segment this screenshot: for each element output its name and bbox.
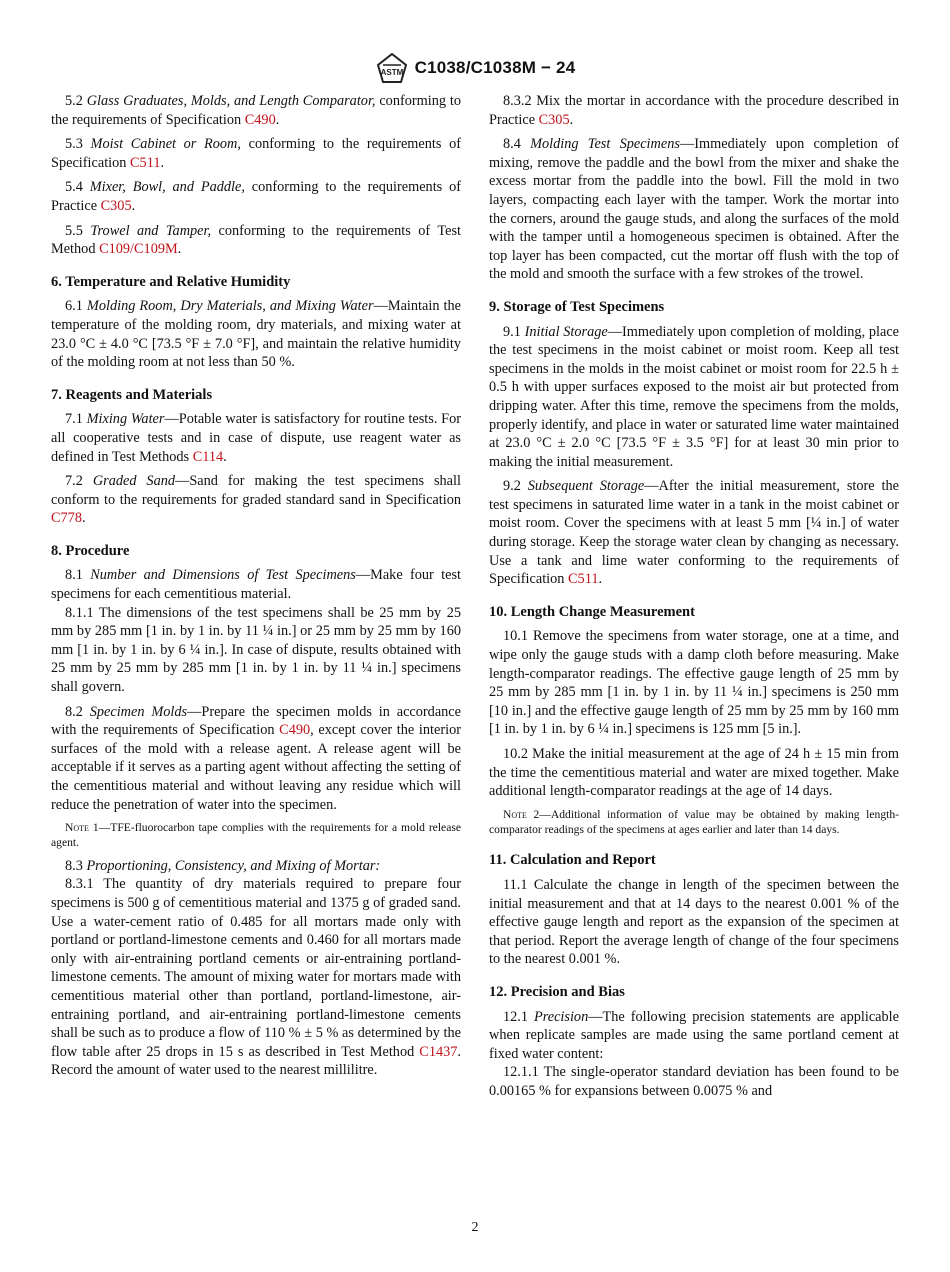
section-8-1: 8.1 Number and Dimensions of Test Specimens—Make four test specimens for each cementitious material.: [51, 567, 461, 603]
section-9-1: 9.1 Initial Storage—Immediately upon completion of molding, place the test specimens in the moist cabinet or moist room. Keep all test specimens in the molds in the moist cabinet or moist room for 22.5 h ± 0.5 h with upper surfaces exposed to the moist air but protected from dripping water. After this time, remove the specimens from the molds, properly identify, and place in water or saturated lime water maintained at 23.0 °C ± 2.0 °C [73.5 °F ± 3.5 °F] for at least 30 min prior to making the initial measurement.: [489, 323, 900, 470]
section-12-1-1: 12.1.1 The single-operator standard deviation has been found to be 0.00165 % for expansions between 0.0075 % and: [489, 1064, 899, 1099]
heading-section-6: 6. Temperature and Relative Humidity: [51, 273, 291, 290]
ref-link-c109[interactable]: C109/C109M: [99, 241, 178, 258]
note-2: Note 2—Additional information of value may be obtained by making length-comparator readings of the specimens at ages earlier and later than 14 days.: [489, 807, 899, 837]
section-5-4: 5.4 Mixer, Bowl, and Paddle, conforming to the requirements of Practice C305.: [51, 179, 462, 214]
heading-section-12: 12. Precision and Bias: [489, 983, 625, 1000]
logo-text: ASTM: [380, 68, 403, 77]
note-1: Note 1—TFE-fluorocarbon tape complies with the requirements for a mold release agent.: [51, 821, 461, 850]
section-5-3: 5.3 Moist Cabinet or Room, conforming to the requirements of Specification C511.: [51, 136, 462, 171]
section-5-5: 5.5 Trowel and Tamper, conforming to the requirements of Test Method C109/C109M.: [51, 222, 461, 258]
section-8-3: 8.3 Proportioning, Consistency, and Mixing of Mortar:: [65, 857, 381, 874]
heading-section-10: 10. Length Change Measurement: [489, 603, 695, 620]
heading-section-7: 7. Reagents and Materials: [51, 386, 213, 403]
ref-link-c114[interactable]: C114: [192, 448, 224, 465]
page-header: [0, 51, 950, 85]
section-8-3-2: 8.3.2 Mix the mortar in accordance with the procedure described in Practice C305.: [489, 93, 899, 128]
ref-link-c305[interactable]: C305: [100, 197, 132, 214]
ref-link-c511[interactable]: C511: [130, 154, 161, 171]
ref-link-c511-b[interactable]: C511: [568, 571, 599, 588]
heading-section-11: 11. Calculation and Report: [489, 852, 656, 869]
heading-section-8: 8. Procedure: [51, 542, 130, 559]
section-8-2: 8.2 Specimen Molds—Prepare the specimen molds in accordance with the requirements of Specification C490, except cover the interior surfaces of the mold with a release agent. A release agent will be acceptable if it serves as a parting agent without affecting the setting of the cementitious material and without leaving any residue which will reduce the penetration of water into the specimen.: [51, 703, 461, 813]
ref-link-c490[interactable]: C490: [244, 111, 276, 128]
section-10-2: 10.2 Make the initial measurement at the age of 24 h ± 15 min from the time the cementitious material and water are mixed together. Make additional length-comparator readings at the age of 14 days.: [489, 746, 899, 800]
ref-link-c490-b[interactable]: C490: [279, 722, 311, 739]
document-designation: C1038/C1038M − 24: [414, 58, 576, 77]
section-7-2: 7.2 Graded Sand—Sand for making the test specimens shall conform to the requirements for graded standard sand in Specification C778.: [51, 473, 461, 527]
page-number: 2: [471, 1220, 479, 1235]
section-5-2: 5.2 Glass Graduates, Molds, and Length Comparator, conforming to the requirements of Specification C490.: [51, 93, 461, 128]
section-6-1: 6.1 Molding Room, Dry Materials, and Mixing Water—Maintain the temperature of the molding room, dry materials, and mixing water at 23.0 °C ± 4.0 °C [73.5 °F ± 7.0 °F], and maintain the relative humidity of the molding room at not less than 50 %.: [51, 298, 461, 371]
right-column: [489, 92, 899, 1107]
section-11-1: 11.1 Calculate the change in length of the specimen between the initial measurement and that at 14 days to the nearest 0.001 % of the effective gauge length and report as the expansion of the specimen at that period. Report the average length of change of the four specimens to the nearest 0.001 %.: [489, 876, 899, 968]
section-10-1: 10.1 Remove the specimens from water storage, one at a time, and wipe only the gauge studs with a damp cloth before measuring. Make length-comparator readings. The effective gauge length of 25 mm by 25 mm by 285 mm [1 in. by 1 in. by 11 ¼ in.] specimens is 250 mm [10 in.] and the effective gauge length of 25 mm by 25 mm by 160 mm [1 in. by 1 in. by 6 ¼ in.] specimens is 125 mm [5 in.].: [489, 628, 899, 738]
ref-link-c778[interactable]: C778: [51, 510, 82, 527]
section-9-2: 9.2 Subsequent Storage—After the initial measurement, store the test specimens in saturated lime water in a tank in the moist cabinet or moist room. Cover the specimens with at least 5 mm [¼ in.] of water during storage. Keep the storage water clean by changing as necessary. Use a tank and lime water conforming to the requirements of Specification C511.: [489, 478, 900, 588]
astm-logo-icon: [375, 53, 409, 83]
ref-link-c305-b[interactable]: C305: [538, 111, 570, 128]
heading-section-9: 9. Storage of Test Specimens: [489, 298, 665, 315]
section-7-1: 7.1 Mixing Water—Potable water is satisfactory for routine tests. For all cooperative tests and in case of dispute, use reagent water as defined in Test Methods C114.: [51, 411, 461, 465]
left-column: [51, 92, 461, 1086]
ref-link-c1437[interactable]: C1437: [419, 1043, 458, 1060]
section-8-1-1: 8.1.1 The dimensions of the test specimens shall be 25 mm by 25 mm by 285 mm [1 in. by 1 in. by 11 ¼ in.] or 25 mm by 25 mm by 160 mm [1 in. by 1 in. by 6 ¼ in.]. In case of dispute, results obtained with 25 mm by 25 mm by 285 mm [1 in. by 1 in. by 11 ¼ in.] specimens shall govern.: [51, 604, 461, 696]
section-8-3-1: 8.3.1 The quantity of dry materials required to prepare four specimens is 500 g of cementitious material and 1375 g of graded sand. Use a water-cement ratio of 0.485 for all mortars made only with portland or portland-limestone cements and 0.460 for all mortars made only with air-entraining portland cements or air-entraining portland-limestone cements. The amount of mixing water for mortars made with cementitious material other than portland, portland-limestone, air-entraining portland, and air-entraining portland-limestone cements shall be such as to produce a flow of 110 % ± 5 % as determined by the flow table after 25 drops in 15 s as described in Test Method C1437. Record the amount of water used to the nearest millilitre.: [51, 876, 461, 1079]
section-8-4: 8.4 Molding Test Specimens—Immediately upon completion of mixing, remove the paddle and the bowl from the mixer and shake the excess mortar from the paddle into the bowl. Fill the mold in two layers, compacting each layer with the tamper. Work the mortar into the corners, around the gauge studs, and along the surfaces of the mold with the tamper until a homogeneous specimen is obtained. After the top layer has been compacted, cut the mortar off flush with the top of the mold and smooth the surface with a few strokes of the trowel.: [489, 136, 900, 283]
section-12-1: 12.1 Precision—The following precision statements are applicable when replicate samples are made using the same portland cement at fixed water content:: [489, 1008, 899, 1062]
